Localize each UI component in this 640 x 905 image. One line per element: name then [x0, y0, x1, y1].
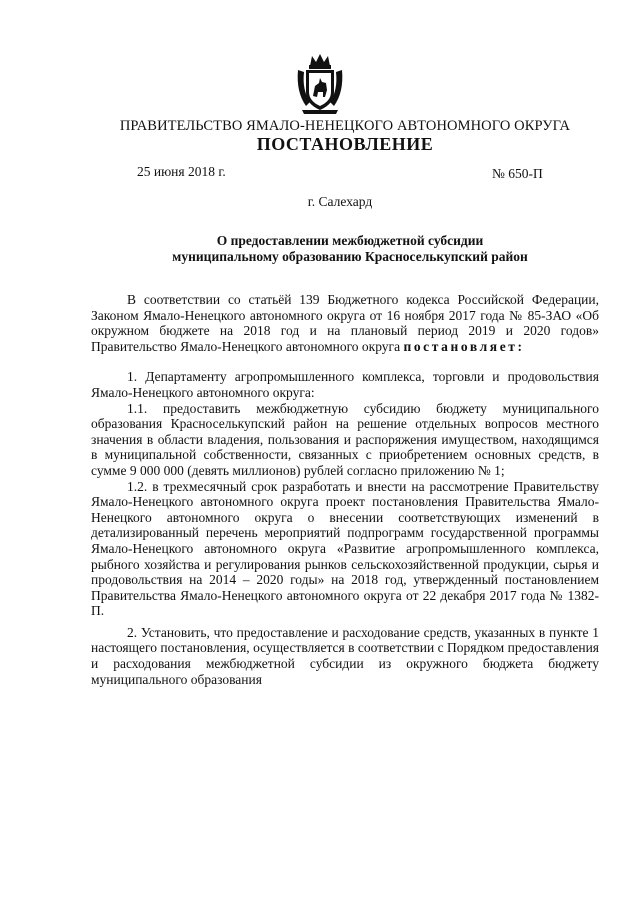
preamble-paragraph	[91, 292, 599, 354]
government-name: ПРАВИТЕЛЬСТВО ЯМАЛО-НЕНЕЦКОГО АВТОНОМНОГО ОКРУГА	[119, 118, 571, 134]
title-line-2: муниципальному образованию Красноселькупский район	[172, 249, 528, 264]
title-line-1: О предоставлении межбюджетной субсидии	[216, 233, 484, 248]
preamble-text: В соответствии со статьёй 139 Бюджетного кодекса Российской Федерации, Законом Ямало-Ненецкого автономного округа от 16 ноября 2017 года № 85-ЗАО «Об окружном бюджете на 2018 год и на плановый период 2019 и 2020 годов» Правительство Ямало-Ненецкого автономного округа	[91, 292, 599, 354]
paragraph-1-1: 1.1. предоставить межбюджетную субсидию бюджету муниципального образования Красноселькупский район на решение отдельных вопросов местного значения в области владения, пользования и распоряжения имуществом, находящимся в муниципальной собственности, связанных с приобретением основных средств, в сумме 9 000 000 (девять миллионов) рублей согласно приложению № 1;	[91, 400, 599, 478]
coat-of-arms-icon	[292, 52, 348, 116]
document-date: 25 июня 2018 г.	[137, 164, 226, 179]
document-body	[91, 292, 599, 687]
resolves-word: постановляет:	[403, 338, 525, 354]
document-type: ПОСТАНОВЛЕНИЕ	[256, 134, 434, 154]
document-title	[130, 233, 570, 265]
paragraph-2: 2. Установить, что предоставление и расходование средств, указанных в пункте 1 настоящего постановления, осуществляется в соответствии с Порядком предоставления и расходования межбюджетной субсидии из окружного бюджета бюджету муниципального образования	[91, 624, 599, 687]
paragraph-1-2: 1.2. в трехмесячный срок разработать и внести на рассмотрение Правительству Ямало-Ненецкого автономного округа проект постановления Правительства Ямало-Ненецкого автономного округа о внесении соответствующих изменений в детализированный перечень мероприятий подпрограмм государственной программы Ямало-Ненецкого автономного округа «Развитие агропромышленного комплекса, рыбного хозяйства и регулирования рынков сельскохозяйственной продукции, сырья и продовольствия на 2014 – 2020 годы» на 2018 год, утвержденный постановлением Правительства Ямало-Ненецкого автономного округа от 22 декабря 2017 года № 1382-П.	[91, 478, 599, 619]
paragraph-1: 1. Департаменту агропромышленного комплекса, торговли и продовольствия Ямало-Ненецкого автономного округа:	[91, 369, 599, 400]
document-city: г. Салехард	[307, 194, 373, 209]
document-number: № 650-П	[492, 166, 543, 181]
